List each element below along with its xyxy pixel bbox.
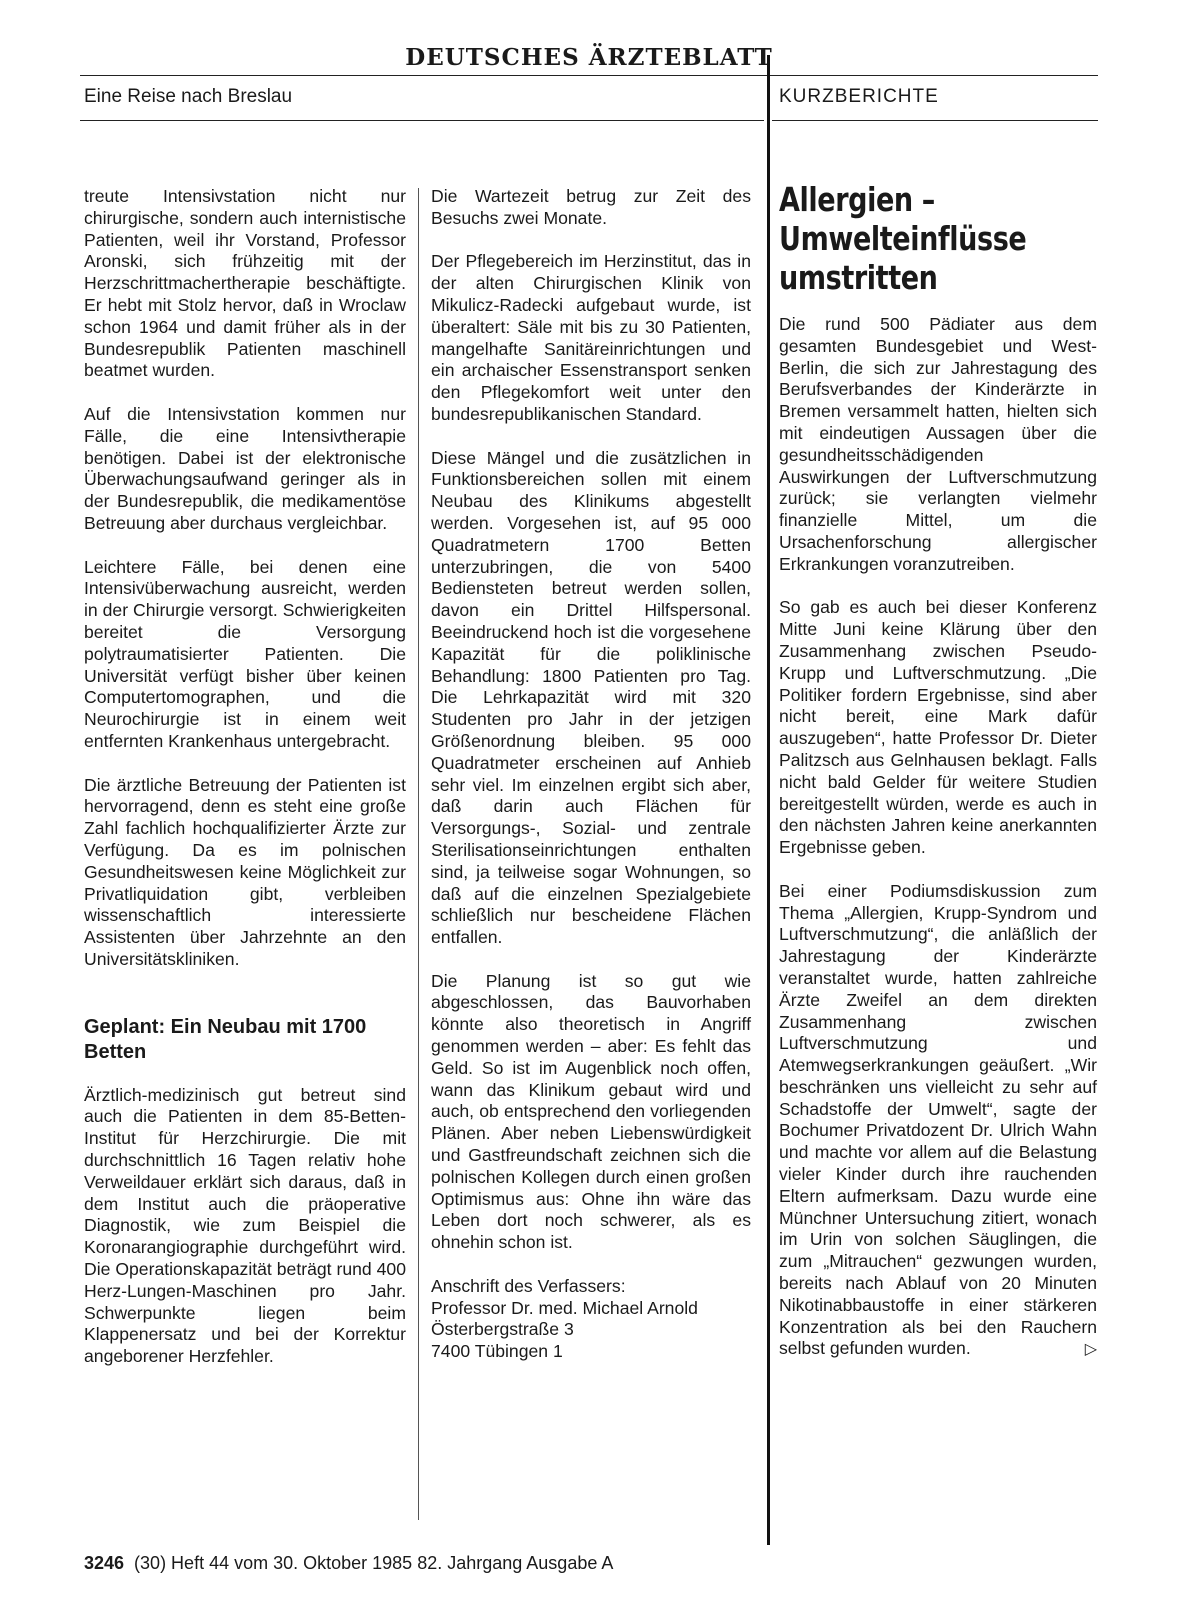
paragraph xyxy=(779,881,1097,1361)
paragraph: So gab es auch bei dieser Konferenz Mitte Juni keine Klärung über den Zusammenhang zwischen Pseudo-Krupp und Luftverschmutzung. „Die Politiker fordern Ergebnisse, sind aber nicht bereit, eine Mark dafür auszugeben“, hatte Professor Dr. Dieter Palitzsch aus Gelnhausen beklagt. Falls nicht bald Gelder für weitere Studien bereitgestellt würden, werde es auch in den nächsten Jahren keine anerkannten Ergebnisse geben. xyxy=(779,597,1097,858)
paragraph: Leichtere Fälle, bei denen eine Intensivüberwachung ausreicht, werden in der Chirurgie versorgt. Schwierigkeiten bereitet die Versorgung polytraumatisierter Patienten. Die Universität verfügt bisher über keinen Computertomographen, und die Neurochirurgie ist in einem weit entfernten Krankenhaus untergebracht. xyxy=(84,556,406,751)
title-line: umstritten xyxy=(779,258,938,297)
author-address xyxy=(431,1276,751,1363)
page-number: 3246 xyxy=(84,1553,125,1573)
continue-arrow-icon: ▷ xyxy=(1084,1341,1097,1359)
paragraph: Ärztlich-medizinisch gut betreut sind auch die Patienten in dem 85-Betten-Institut für Herzchirurgie. Die mit durchschnittlich 16 Tagen relativ hohe Verweildauer erklärt sich daraus, daß in dem Institut auch die präoperative Diagnostik, wie zum Beispiel die Koronarangiographie durchgeführt wird. Die Operationskapazität beträgt rund 400 Herz-Lungen-Maschinen pro Jahr. Schwerpunkte liegen beim Klappenersatz und bei der Korrektur angeborener Herzfehler. xyxy=(84,1084,406,1367)
paragraph: Diese Mängel und die zusätzlichen in Funktionsbereichen sollen mit einem Neubau des Klinikums abgestellt werden. Vorgesehen ist, auf 95 000 Quadratmetern 1700 Betten unterzubringen, die von 5400 Bediensteten betreut werden sollen, davon ein Drittel Hilfspersonal. Beeindruckend hoch ist die vorgesehene Kapazität für die poliklinische Behandlung: 1800 Patienten pro Tag. Die Lehrkapazität wird mit 320 Studenten pro Jahr in der jetzigen Größenordnung bleiben. 95 000 Quadratmeter erscheinen auf Anhieb sehr viel. Im einzelnen ergibt sich aber, daß darin auch Flächen für Versorgungs-, Sozial- und zentrale Sterilisationseinrichtungen enthalten sind, ja teilweise sogar Wohnungen, so daß auf die einzelnen Spezialgebiete schließlich nur bescheidene Flächen entfallen. xyxy=(431,447,751,948)
title-line: Umwelteinflüsse xyxy=(779,219,1027,258)
issue-info: (30) Heft 44 vom 30. Oktober 1985 82. Jahrgang Ausgabe A xyxy=(134,1553,614,1573)
column-2 xyxy=(431,186,751,1363)
masthead: DEUTSCHES ÄRZTEBLATT xyxy=(405,44,773,71)
header-rule-left xyxy=(80,120,764,121)
section-header-right: KURZBERICHTE xyxy=(779,86,939,107)
paragraph-text: Bei einer Podiumsdiskussion zum Thema „Allergien, Krupp-Syndrom und Luftverschmutzung“, die anläßlich der Jahrestagung der Kinderärzte veranstaltet wurde, hatten zahlreiche Ärzte Zweifel an dem direkten Zusammenhang zwischen Luftverschmutzung und Atemwegserkrankungen geäußert. „Wir beschränken uns vielleicht zu sehr auf Schadstoffe der Umwelt“, sagte der Bochumer Privatdozent Dr. Ulrich Wahn und machte vor allem auf die Belastung vieler Kinder durch ihre rauchenden Eltern aufmerksam. Dazu wurde eine Münchner Untersuchung zitiert, wonach im Urin von solchen Säuglingen, die zum „Mitrauchen“ gezwungen wurden, bereits nach Ablauf von 20 Minuten Nikotinabbaustoffe in einer stärkeren Konzentration als bei den Rauchern selbst gefunden wurden. xyxy=(779,880,1097,1359)
paragraph: Die Planung ist so gut wie abgeschlossen, das Bauvorhaben könnte also theoretisch in Angriff genommen werden – aber: Es fehlt das Geld. So ist im Augenblick noch offen, wann das Klinikum gebaut wird und auch, ob entsprechend den vorliegenden Plänen. Aber neben Liebenswürdigkeit und Gastfreundschaft zeichnen sich die polnischen Kollegen durch einen großen Optimismus aus: Ohne ihn wäre das Leben dort noch schwerer, als es ohnehin schon ist. xyxy=(431,970,751,1253)
paragraph: treute Intensivstation nicht nur chirurgische, sondern auch internistische Patienten, weil ihr Vorstand, Professor Aronski, sich frühzeitig mit der Herzschrittmachertherapie beschäftigte. Er hebt mit Stolz hervor, daß in Wroclaw schon 1964 und damit früher als in der Bundesrepublik Patienten maschinell beatmet wurden. xyxy=(84,186,406,381)
paragraph: Auf die Intensivstation kommen nur Fälle, die eine Intensivtherapie benötigen. Dabei ist der elektronische Überwachungsaufwand geringer als in der Bundesrepublik, die medikamentöse Betreuung aber durchaus vergleichbar. xyxy=(84,403,406,533)
paragraph: Der Pflegebereich im Herzinstitut, das in der alten Chirurgischen Klinik von Mikulicz-Radecki aufgebaut wurde, ist überaltert: Säle mit bis zu 30 Patienten, mangelhafte Sanitäreinrichtungen und ein archaischer Essenstransport senken den Pflegekomfort weit unter den bundesrepublikanischen Standard. xyxy=(431,251,751,424)
header-rule-right xyxy=(772,120,1098,121)
column-1 xyxy=(84,186,406,1390)
address-name: Professor Dr. med. Michael Arnold xyxy=(431,1297,698,1318)
top-rule xyxy=(80,75,1098,76)
column-3 xyxy=(779,314,1097,1382)
address-street: Österbergstraße 3 xyxy=(431,1319,574,1340)
footer xyxy=(84,1553,613,1574)
address-label: Anschrift des Verfassers: xyxy=(431,1275,626,1296)
article-title xyxy=(779,180,1041,297)
column-divider-thin xyxy=(418,188,419,1520)
title-line: Allergien – xyxy=(779,180,935,219)
column-divider-thick xyxy=(767,55,770,1545)
paragraph: Die ärztliche Betreuung der Patienten ist hervorragend, denn es steht eine große Zahl fachlich hochqualifizierter Ärzte zur Verfügung. Da es im polnischen Gesundheitswesen keine Möglichkeit zur Privatliquidation gibt, verbleiben wissenschaftlich interessierte Assistenten über Jahrzehnte an den Universitätskliniken. xyxy=(84,774,406,969)
paragraph: Die Wartezeit betrug zur Zeit des Besuchs zwei Monate. xyxy=(431,186,751,228)
section-header-left: Eine Reise nach Breslau xyxy=(84,86,293,107)
paragraph: Die rund 500 Pädiater aus dem gesamten Bundesgebiet und West-Berlin, die sich zur Jahrestagung des Berufsverbandes der Kinderärzte in Bremen versammelt hatten, hielten sich mit eindeutigen Aussagen über die gesundheitsschädigenden Auswirkungen der Luftverschmutzung zurück; sie verlangten vielmehr finanzielle Mittel, um die Ursachenforschung allergischer Erkrankungen voranzutreiben. xyxy=(779,314,1097,574)
subheading: Geplant: Ein Neubau mit 1700 Betten xyxy=(84,1015,367,1063)
address-city: 7400 Tübingen 1 xyxy=(431,1341,563,1362)
